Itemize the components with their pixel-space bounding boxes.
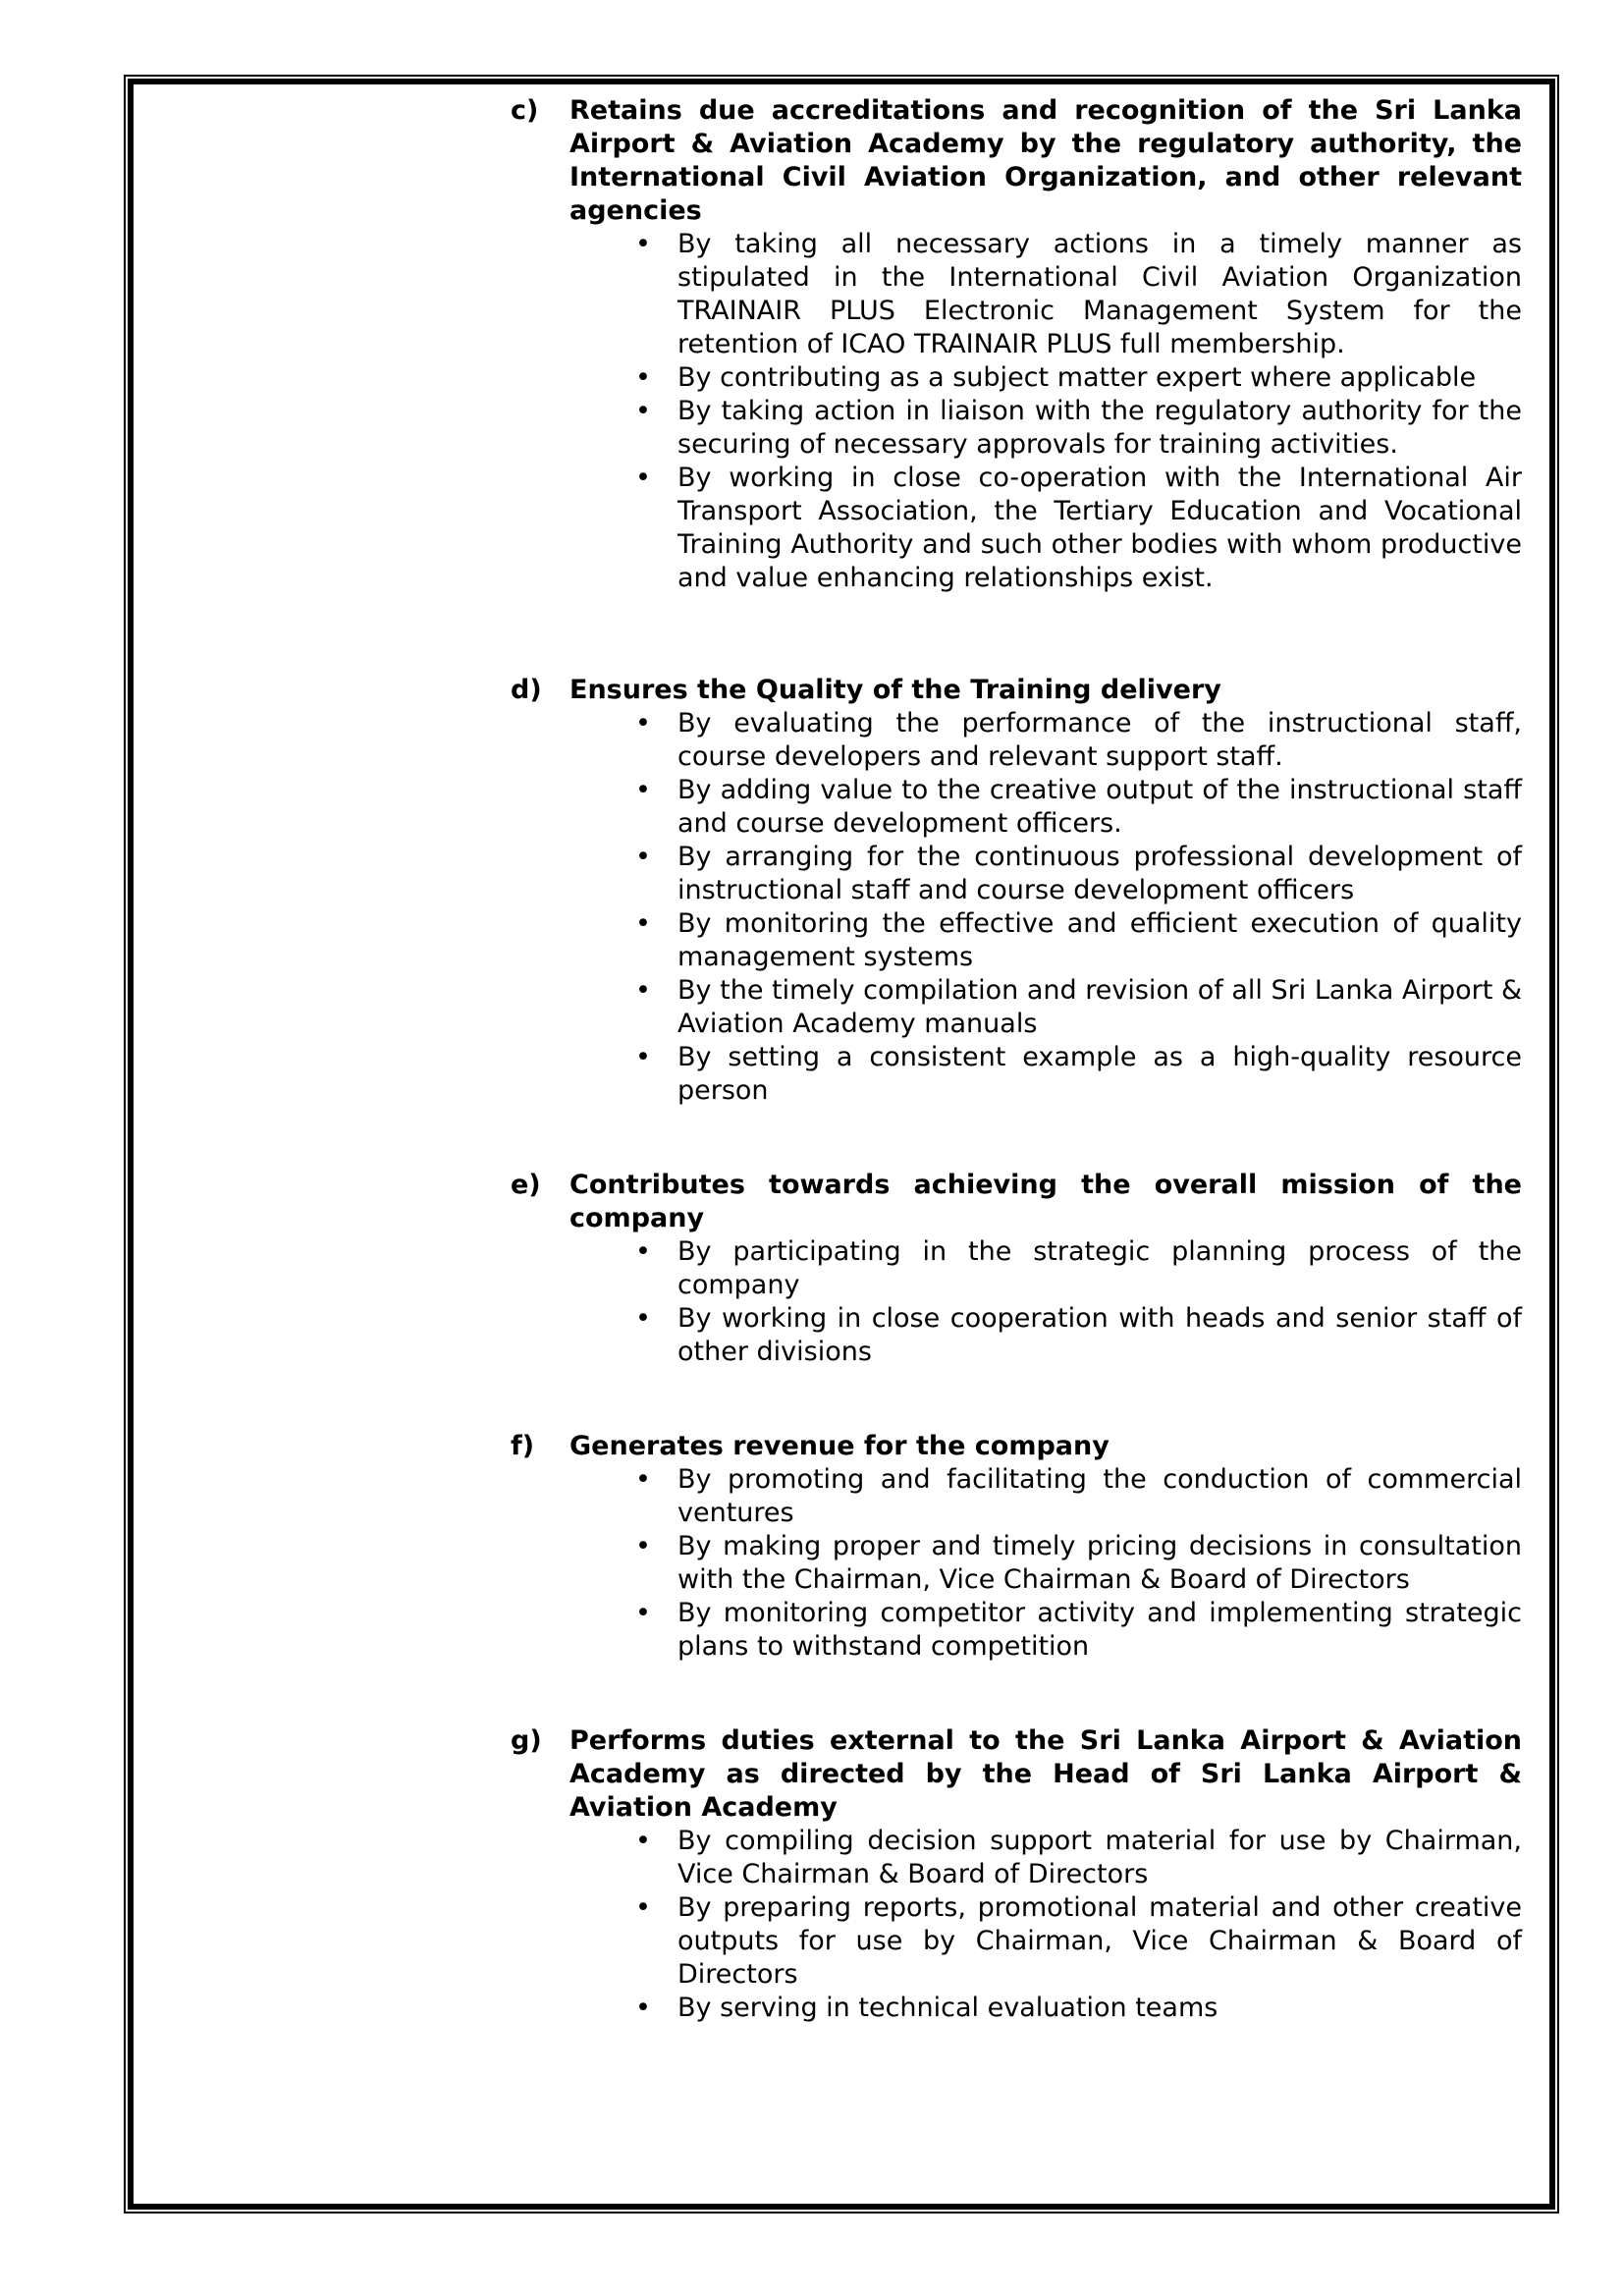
list-item: [569, 1530, 1522, 1597]
bullet-icon: •: [635, 1042, 651, 1072]
section-body: [569, 674, 1522, 1108]
document-section: [511, 1169, 1522, 1369]
bullet-icon: •: [635, 1598, 651, 1628]
bullet-icon: •: [635, 842, 651, 872]
bullet-icon: •: [635, 775, 651, 805]
list-item: [569, 1041, 1522, 1108]
bullet-text: By setting a consistent example as a high-quality resource person: [677, 1042, 1522, 1106]
section-label: c): [511, 95, 539, 126]
list-item: [569, 1463, 1522, 1530]
bullet-icon: •: [635, 1531, 651, 1561]
list-item: [569, 361, 1522, 395]
bullet-icon: •: [635, 908, 651, 939]
bullet-icon: •: [635, 362, 651, 393]
section-label: d): [511, 675, 542, 705]
bullet-icon: •: [635, 708, 651, 738]
bullet-text: By adding value to the creative output of the instructional staff and course development officers.: [677, 775, 1522, 839]
list-item: [569, 1825, 1522, 1891]
section-heading: Generates revenue for the company: [569, 1431, 1110, 1461]
section-body: [569, 1169, 1522, 1369]
bullet-text: By taking action in liaison with the regulatory authority for the securing of necessary approvals for training activities.: [677, 396, 1522, 460]
list-item: [569, 841, 1522, 907]
bullet-icon: •: [635, 975, 651, 1006]
bullet-text: By working in close co-operation with the International Air Transport Association, the Tertiary Education and Vocational Training Authority and such other bodies with whom productive and value enhancing relationships exist.: [677, 463, 1522, 593]
bullet-text: By monitoring the effective and efficient execution of quality management systems: [677, 908, 1522, 972]
document-section: [511, 674, 1522, 1108]
list-item: [569, 774, 1522, 841]
section-heading: Performs duties external to the Sri Lanka Airport & Aviation Academy as directed by the Head of Sri Lanka Airport & Aviation Academy: [569, 1725, 1522, 1823]
bullet-list: [569, 1825, 1522, 2025]
bullet-list: [569, 1463, 1522, 1664]
list-item: [569, 974, 1522, 1041]
section-body: [569, 94, 1522, 595]
section-heading: Retains due accreditations and recognition of the Sri Lanka Airport & Aviation Academy by the regulatory authority, the International Civil Aviation Organization, and other relevant agencies: [569, 95, 1522, 226]
bullet-text: By participating in the strategic planning process of the company: [677, 1236, 1522, 1300]
bullet-text: By evaluating the performance of the instructional staff, course developers and relevant support staff.: [677, 708, 1522, 772]
bullet-icon: •: [635, 1236, 651, 1267]
bullet-icon: •: [635, 1303, 651, 1334]
list-item: [569, 1891, 1522, 1992]
bullet-text: By promoting and facilitating the conduction of commercial ventures: [677, 1464, 1522, 1528]
bullet-text: By the timely compilation and revision of all Sri Lanka Airport & Aviation Academy manuals: [677, 975, 1522, 1039]
list-item: [569, 707, 1522, 774]
bullet-icon: •: [635, 463, 651, 493]
bullet-text: By preparing reports, promotional material and other creative outputs for use by Chairman, Vice Chairman & Board of Directors: [677, 1892, 1522, 1990]
bullet-icon: •: [635, 1826, 651, 1856]
section-label: f): [511, 1431, 535, 1461]
list-item: [569, 228, 1522, 361]
bullet-icon: •: [635, 1464, 651, 1495]
bullet-icon: •: [635, 396, 651, 426]
bullet-text: By making proper and timely pricing decisions in consultation with the Chairman, Vice Chairman & Board of Directors: [677, 1531, 1522, 1595]
list-item: [569, 1302, 1522, 1369]
bullet-text: By monitoring competitor activity and implementing strategic plans to withstand competition: [677, 1598, 1522, 1662]
bullet-icon: •: [635, 229, 651, 259]
document-section: [511, 94, 1522, 595]
section-heading: Contributes towards achieving the overall mission of the company: [569, 1170, 1522, 1233]
bullet-text: By taking all necessary actions in a timely manner as stipulated in the International Civil Aviation Organization TRAINAIR PLUS Electronic Management System for the retention of ICAO TRAINAIR PLUS full membership.: [677, 229, 1522, 359]
section-label: g): [511, 1725, 542, 1756]
bullet-icon: •: [635, 1993, 651, 2023]
bullet-text: By serving in technical evaluation teams: [677, 1993, 1218, 2023]
document-body: [511, 94, 1522, 2025]
list-item: [569, 1992, 1522, 2025]
bullet-list: [569, 1235, 1522, 1369]
document-section: [511, 1430, 1522, 1664]
list-item: [569, 395, 1522, 462]
bullet-text: By compiling decision support material for use by Chairman, Vice Chairman & Board of Directors: [677, 1826, 1522, 1889]
list-item: [569, 907, 1522, 974]
bullet-text: By working in close cooperation with heads and senior staff of other divisions: [677, 1303, 1522, 1367]
section-body: [569, 1430, 1522, 1664]
page-frame: [124, 75, 1559, 2214]
section-body: [569, 1724, 1522, 2025]
document-section: [511, 1724, 1522, 2025]
bullet-list: [569, 707, 1522, 1108]
bullet-text: By arranging for the continuous professional development of instructional staff and course development officers: [677, 842, 1522, 905]
bullet-icon: •: [635, 1892, 651, 1923]
list-item: [569, 462, 1522, 595]
section-heading: Ensures the Quality of the Training delivery: [569, 675, 1221, 705]
bullet-text: By contributing as a subject matter expert where applicable: [677, 362, 1477, 393]
section-label: e): [511, 1170, 541, 1200]
list-item: [569, 1235, 1522, 1302]
list-item: [569, 1597, 1522, 1664]
bullet-list: [569, 228, 1522, 595]
page-frame-inner: [128, 79, 1555, 2210]
